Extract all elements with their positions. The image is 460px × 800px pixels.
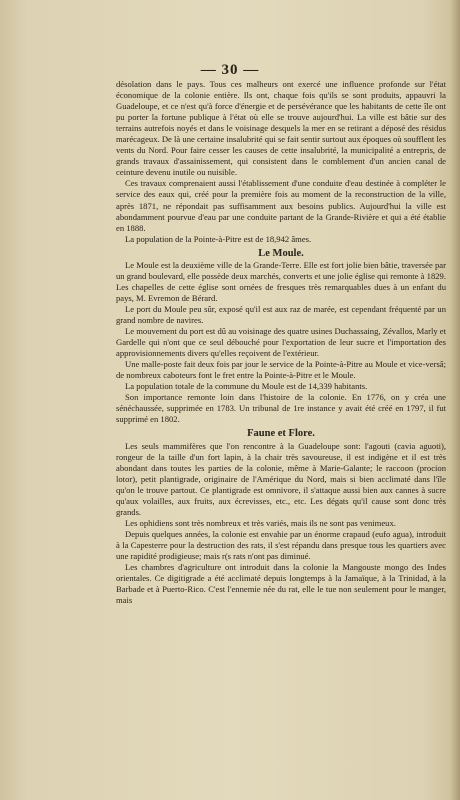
page-text xyxy=(116,79,446,606)
paragraph: Le Moule est la deuxième ville de la Grande-Terre. Elle est fort jolie bien bâtie, traversée par un grand boulevard, elle possède deux marchés, converts et une jolie église qui remonte à 1829. Les chapelles de cette église sont ornées de fresques très remarquables dues à un enfant du pays, M. Evremon de Bérard. xyxy=(116,259,446,303)
paragraph: La population de la Pointe-à-Pitre est de 18,942 âmes. xyxy=(125,233,312,244)
paragraph: Son importance remonte loin dans l'histoire de la colonie. En 1776, on y créa une sénéchaussée, supprimée en 1783. Un tribunal de 1re instance y avait été créé en 1797, il fut supprimé en 1802. xyxy=(116,392,446,425)
page-edge-shadow xyxy=(450,0,460,800)
paragraph: Les ophidiens sont très nombreux et très variés, mais ils ne sont pas venimeux. xyxy=(125,517,396,528)
paragraph: Une malle-poste fait deux fois par jour le service de la Pointe-à-Pitre au Moule et vice-versâ; de nombreux caboteurs font le fret entre la Pointe-à-Pitre et le Moule. xyxy=(116,359,446,381)
paragraph: désolation dans le pays. Tous ces malheurs ont exercé une influence profonde sur l'état économique de la colonie entière. Ils ont, chaque fois qu'ils se sont produits, appauvri la Guadeloupe, et ce n'est qu'à force d'énergie et de persévérance que les habitants de cette île ont pu porter la fortune publique à l'état où elle se trouve aujourd'hui. La ville est bâtie sur des terrains autrefois noyés et dans le voisinage desquels la mer en se retirant a déposé des résidus marécageux. De là une certaine insalubrité qui se fait sentir surtout aux époques où soufflent les vents du Nord. Pour faire cesser les causes de cette insalubrité, la municipalité a entrepris, de grands travaux d'assainissement, qui consistent dans le comblement d'un ancien canal de ceinture devenu inutile ou nuisible. xyxy=(116,79,446,178)
section-heading-faune: Faune et Flore. xyxy=(247,428,315,440)
paragraph: Ces travaux comprenaient aussi l'établissement d'une conduite d'eau destinée à compléter le service des eaux qui, créé pour la première fois au moment de la reconstruction de la ville, après 1871, ne répondait pas suffisamment aux besoins publics. Aujourd'hui la ville est abondamment pourvue d'eau par une conduite partant de la Grande-Rivière et qui a été établie en 1888. xyxy=(116,178,446,233)
section-heading-moule: Le Moule. xyxy=(258,247,304,259)
paragraph: Le port du Moule peu sûr, exposé qu'il est aux raz de marée, est cependant fréquenté par un grand nombre de navires. xyxy=(116,303,446,325)
paragraph: Depuis quelques années, la colonie est envahie par un énorme crapaud (eufo agua), introduit à la Capesterre pour la destruction des rats, il s'est répandu dans presque tous les quartiers avec une rapidité prodigieuse; mais r(s rats n'ont pas diminué. xyxy=(116,528,446,561)
paragraph: La population totale de la commune du Moule est de 14,339 habitants. xyxy=(125,381,368,392)
paragraph: Le mouvement du port est dû au voisinage des quatre usines Duchassaing, Zévallos, Marly et Gardelle qui n'ont que ce seul débouché pour l'exportation de leur sucre et l'importation des approvisionnements divers qu'elles reçoivent de l'extérieur. xyxy=(116,326,446,359)
page-number: — 30 — xyxy=(200,62,260,78)
paragraph: Les seuls mammifères que l'on rencontre à la Guadeloupe sont: l'agouti (cavia aguoti), rongeur de la taille d'un fort lapin, à la chair très savoureuse, il est indigène et il est très abondant dans toutes les parties de la colonie, même à Marie-Galante; le raccoon (procion lotor), petit plantigrade, originaire de l'Amérique du Nord, mais si bien acclimaté dans l'île qu'on le trouve partout. Ce plantigrade est omnivore, il s'attaque aussi bien aux cannes à sucre qu'aux volailles, aux fruits, aux écrevisses, etc., etc. Les dégats qu'il cause sont donc très grands. xyxy=(116,440,446,517)
paragraph: Les chambres d'agriculture ont introduit dans la colonie la Mangouste mongo des Indes orientales. Ce digitigrade a été acclimaté depuis longtemps à la Jamaïque, à la Trinidad, à la Barbade et à Puerto-Rico. C'est l'ennemie née du rat, elle le tue non seulement pour le manger, mais xyxy=(116,562,446,606)
